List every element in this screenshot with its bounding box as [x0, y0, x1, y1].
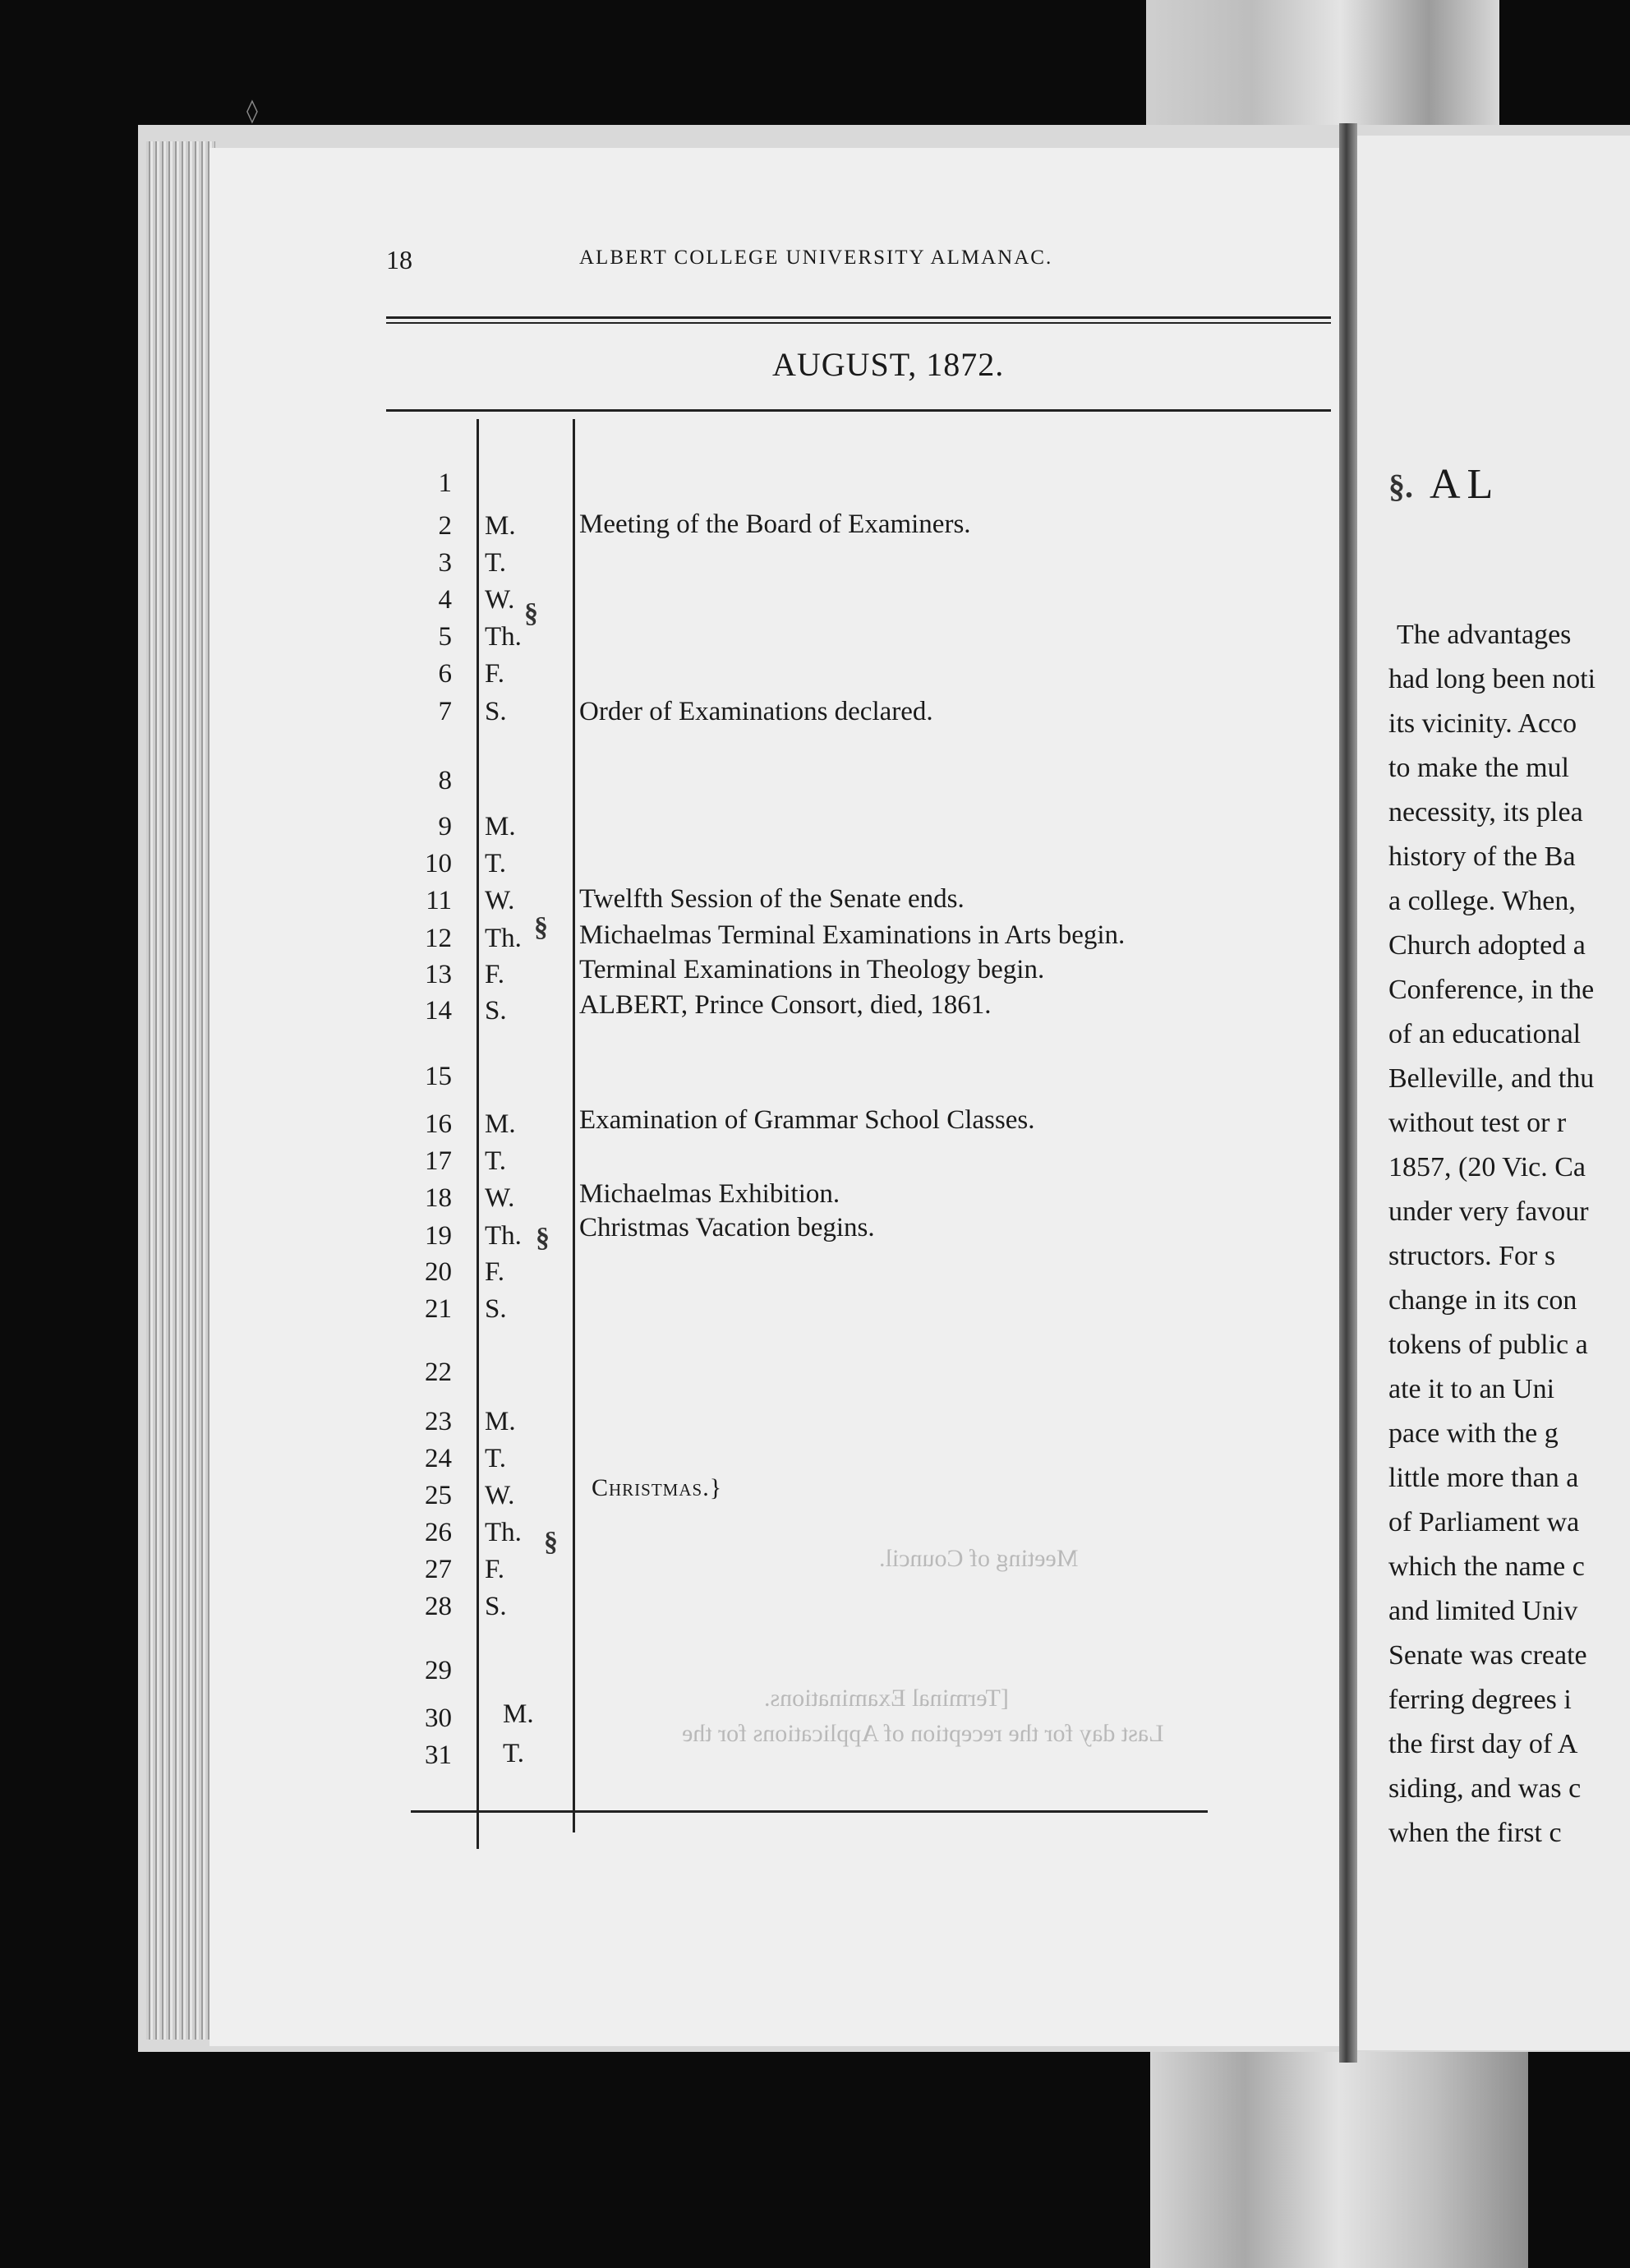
- bleed-through-text: Last day for the reception of Applications for the: [682, 1720, 1164, 1747]
- day-number: 18: [425, 1183, 452, 1213]
- text-line: structors. For s: [1388, 1241, 1556, 1271]
- weekday: W.: [485, 1481, 515, 1510]
- weekday: M.: [503, 1699, 534, 1729]
- day-number: 1: [438, 468, 452, 498]
- weekday: M.: [485, 511, 516, 541]
- section-mark-icon: §: [536, 1223, 550, 1253]
- page-edges: [146, 141, 215, 2040]
- text-line: Church adopted a: [1388, 930, 1586, 961]
- text-line: tokens of public a: [1388, 1330, 1588, 1360]
- weekday: W.: [485, 1183, 515, 1213]
- weekday: M.: [485, 1407, 516, 1436]
- text-line: and limited Univ: [1388, 1596, 1578, 1626]
- weekday: W.: [485, 886, 515, 915]
- text-line: to make the mul: [1388, 753, 1570, 783]
- text-line: without test or r: [1388, 1108, 1567, 1138]
- day-number: 16: [425, 1109, 452, 1139]
- weekday: T.: [485, 1146, 506, 1176]
- event-text: ALBERT, Prince Consort, died, 1861.: [579, 990, 992, 1020]
- text-line: its vicinity. Acco: [1388, 708, 1577, 739]
- text-line: Belleville, and thu: [1388, 1063, 1595, 1094]
- day-number: 25: [425, 1481, 452, 1510]
- text-line: which the name c: [1388, 1551, 1585, 1582]
- weekday: Th.: [485, 924, 522, 953]
- weekday: M.: [485, 812, 516, 841]
- weekday: F.: [485, 659, 504, 689]
- header-rule-1: [386, 316, 1331, 319]
- section-mark-icon: §: [524, 598, 538, 629]
- event-text: Michaelmas Exhibition.: [579, 1179, 840, 1209]
- text-line: little more than a: [1388, 1463, 1579, 1493]
- weekday: F.: [485, 960, 504, 989]
- bleed-through-text: Meeting of Council.: [879, 1545, 1079, 1572]
- text-line: ferring degrees i: [1388, 1685, 1572, 1715]
- day-number: 7: [438, 697, 452, 726]
- weekday: T.: [503, 1739, 524, 1768]
- day-number: 27: [425, 1555, 452, 1584]
- day-number: 31: [425, 1740, 452, 1770]
- event-text: Order of Examinations declared.: [579, 697, 933, 726]
- weekday: Th.: [485, 622, 522, 652]
- day-number: 10: [425, 849, 452, 878]
- day-number: 5: [438, 622, 452, 652]
- weekday: T.: [485, 1444, 506, 1473]
- day-number: 30: [425, 1703, 452, 1733]
- text-line: history of the Ba: [1388, 841, 1576, 872]
- section-mark-icon: §: [544, 1527, 558, 1557]
- weekday: F.: [485, 1555, 504, 1584]
- day-number: 26: [425, 1518, 452, 1547]
- event-text: Twelfth Session of the Senate ends.: [579, 884, 965, 914]
- event-text: Examination of Grammar School Classes.: [579, 1105, 1035, 1135]
- text-line: the first day of A: [1388, 1729, 1578, 1759]
- day-number: 29: [425, 1656, 452, 1685]
- weekday: S.: [485, 1294, 507, 1324]
- weekday-column-rule: [573, 419, 575, 1832]
- day-number: 22: [425, 1358, 452, 1387]
- header-rule-2: [386, 322, 1331, 324]
- day-number: 21: [425, 1294, 452, 1324]
- day-number: 13: [425, 960, 452, 989]
- text-line: change in its con: [1388, 1285, 1577, 1316]
- text-line: of Parliament wa: [1388, 1507, 1580, 1537]
- event-text: Michaelmas Terminal Examinations in Arts begin.: [579, 920, 1126, 950]
- day-number: 9: [438, 812, 452, 841]
- weekday: S.: [485, 1592, 507, 1621]
- day-number: 23: [425, 1407, 452, 1436]
- corner-mark: ◊: [246, 97, 258, 124]
- text-line: necessity, its plea: [1388, 797, 1583, 827]
- weekday: Th.: [485, 1221, 522, 1251]
- text-line: under very favour: [1388, 1196, 1589, 1227]
- section-mark-icon: §: [534, 912, 548, 943]
- table-bottom-rule: [411, 1810, 1208, 1813]
- page-number: 18: [386, 245, 412, 274]
- text-line: 1857, (20 Vic. Ca: [1388, 1152, 1586, 1182]
- day-number: 3: [438, 548, 452, 578]
- day-number: 24: [425, 1444, 452, 1473]
- book-gutter: [1339, 123, 1357, 2063]
- text-line: Conference, in the: [1388, 975, 1595, 1005]
- weekday: F.: [485, 1257, 504, 1287]
- weekday: T.: [485, 849, 506, 878]
- day-number: 20: [425, 1257, 452, 1287]
- event-text: Christmas.}: [592, 1474, 723, 1501]
- title-rule: [386, 409, 1331, 412]
- event-text: Meeting of the Board of Examiners.: [579, 509, 971, 539]
- weekday: M.: [485, 1109, 516, 1139]
- text-line: ate it to an Uni: [1388, 1374, 1555, 1404]
- text-line: The advantages: [1397, 620, 1572, 650]
- day-number: 19: [425, 1221, 452, 1251]
- day-number: 8: [438, 766, 452, 795]
- event-text: Christmas Vacation begins.: [579, 1213, 875, 1242]
- weekday: W.: [485, 585, 515, 615]
- day-number: 12: [425, 924, 452, 953]
- weekday: S.: [485, 697, 507, 726]
- day-number: 6: [438, 659, 452, 689]
- right-page-title: AL: [1430, 461, 1500, 508]
- day-number: 11: [426, 886, 452, 915]
- text-line: siding, and was c: [1388, 1773, 1582, 1804]
- day-column-rule: [477, 419, 479, 1849]
- text-line: Senate was create: [1388, 1640, 1587, 1671]
- day-number: 4: [438, 585, 452, 615]
- left-page: [210, 148, 1339, 2046]
- day-number: 28: [425, 1592, 452, 1621]
- text-line: of an educational: [1388, 1019, 1582, 1049]
- weekday: Th.: [485, 1518, 522, 1547]
- text-line: a college. When,: [1388, 886, 1576, 916]
- day-number: 14: [425, 996, 452, 1026]
- text-line: pace with the g: [1388, 1418, 1559, 1449]
- event-text: Terminal Examinations in Theology begin.: [579, 955, 1045, 984]
- day-number: 15: [425, 1062, 452, 1091]
- text-line: when the first c: [1388, 1818, 1562, 1848]
- bleed-through-text: [Terminal Examinations.: [764, 1685, 1009, 1712]
- text-line: had long been noti: [1388, 664, 1596, 694]
- weekday: S.: [485, 996, 507, 1026]
- day-number: 17: [425, 1146, 452, 1176]
- background-strip-bottom: [1150, 2038, 1528, 2268]
- running-head: ALBERT COLLEGE UNIVERSITY ALMANAC.: [579, 247, 1053, 269]
- day-number: 2: [438, 511, 452, 541]
- section-mark-icon: §.: [1388, 468, 1413, 505]
- month-title: AUGUST, 1872.: [772, 346, 1005, 383]
- weekday: T.: [485, 548, 506, 578]
